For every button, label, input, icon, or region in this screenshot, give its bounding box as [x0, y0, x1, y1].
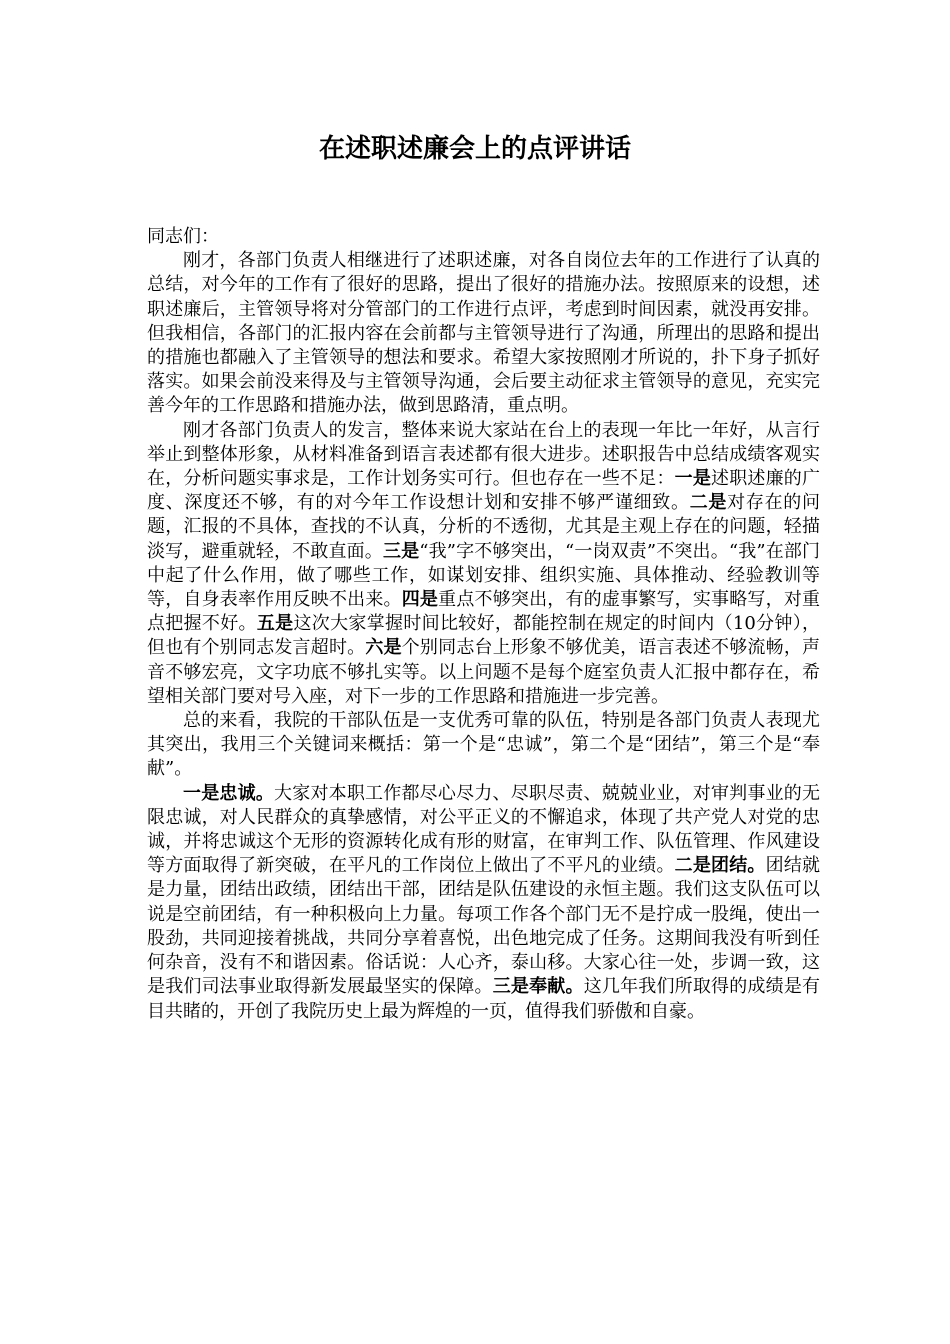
p4-keyword-1: 一是忠诚。 — [183, 782, 275, 804]
p2-text-5: 这次大家掌握时间比较好，都能控制在规定的时间内（10分钟），但也有个别同志发言超时。 — [147, 613, 821, 659]
p2-keyword-4: 四是 — [401, 589, 439, 611]
p2-keyword-5: 五是 — [256, 613, 294, 635]
p2-text-1: 述职述廉的广度、深度还不够，有的对今年工作设想计划和安排不够严谨细致。 — [147, 468, 821, 514]
paragraph-3: 总的来看，我院的干部队伍是一支优秀可靠的队伍，特别是各部门负责人表现尤其突出，我用三个关键词来概括：第一个是“忠诚”，第二个是“团结”，第三个是“奉献”。 — [147, 710, 820, 780]
p2-keyword-2: 二是 — [689, 492, 728, 514]
p2-text-3: “我”字不够突出，“一岗双责”不突出。“我”在部门中起了什么作用，做了哪些工作，如谋划安排、组织实施、具体推动、经验教训等等，自身表率作用反映不出来。 — [147, 540, 821, 611]
p2-keyword-6: 六是 — [365, 637, 402, 659]
p4-text-2: 团结就是力量，团结出政绩，团结出干部，团结是队伍建设的永恒主题。我们这支队伍可以说是空前团结，有一种积极向上力量。每项工作各个部门无不是拧成一股绳，使出一股劲，共同迎接着挑战，共同分享着喜悦，出色地完成了任务。这期间我没有听到任何杂音，没有不和谐因素。俗话说：人心齐，泰山移。大家心往一处，步调一致，这是我们司法事业取得新发展最坚实的保障。 — [147, 855, 821, 998]
salutation: 同志们： — [147, 226, 219, 247]
paragraph-4 — [147, 782, 820, 1024]
p2-keyword-3: 三是 — [382, 540, 420, 562]
p4-keyword-3: 三是奉献。 — [492, 976, 584, 998]
p2-text-2: 对存在的问题，汇报的不具体，查找的不认真，分析的不透彻，尤其是主观上存在的问题，轻描淡写，避重就轻，不敢直面。 — [147, 492, 821, 562]
p2-intro: 刚才各部门负责人的发言，整体来说大家站在台上的表现一年比一年好，从言行举止到整体形象，从材料准备到语言表述都有很大进步。述职报告中总结成绩客观实在，分析问题实事求是，工作计划务实可行。但也存在一些不足： — [147, 419, 820, 490]
paragraph-2 — [147, 419, 820, 709]
p2-text-6: 个别同志台上形象不够优美，语言表述不够流畅，声音不够宏亮，文字功底不够扎实等。以上问题不是每个庭室负责人汇报中都存在，希望相关部门要对号入座，对下一步的工作思路和措施进一步完善。 — [147, 637, 821, 707]
document-title: 在述职述廉会上的点评讲话 — [318, 134, 631, 164]
document-body — [147, 225, 820, 1024]
p2-keyword-1: 一是 — [674, 468, 712, 490]
p4-text-3: 这几年我们所取得的成绩是有目共睹的，开创了我院历史上最为辉煌的一页，值得我们骄傲和自豪。 — [147, 976, 821, 1022]
p4-keyword-2: 二是团结。 — [674, 855, 766, 877]
p2-text-4: 重点不够突出，有的虚事繁写，实事略写，对重点把握不好。 — [147, 589, 821, 635]
p4-text-1: 大家对本职工作都尽心尽力、尽职尽责、兢兢业业，对审判事业的无限忠诚，对人民群众的真挚感情，对公平正义的不懈追求，体现了共产党人对党的忠诚，并将忠诚这个无形的资源转化成有形的财富，在审判工作、队伍管理、作风建设等方面取得了新突破，在平凡的工作岗位上做出了不平凡的业绩。 — [147, 782, 820, 877]
paragraph-1: 刚才，各部门负责人相继进行了述职述廉，对各自岗位去年的工作进行了认真的总结，对今年的工作有了很好的思路，提出了很好的措施办法。按照原来的设想，述职述廉后，主管领导将对分管部门的工作进行点评，考虑到时间因素，就没再安排。但我相信，各部门的汇报内容在会前都与主管领导进行了沟通，所理出的思路和提出的措施也都融入了主管领导的想法和要求。希望大家按照刚才所说的，扑下身子抓好落实。如果会前没来得及与主管领导沟通，会后要主动征求主管领导的意见，充实完善今年的工作思路和措施办法，做到思路清，重点明。 — [147, 250, 820, 417]
